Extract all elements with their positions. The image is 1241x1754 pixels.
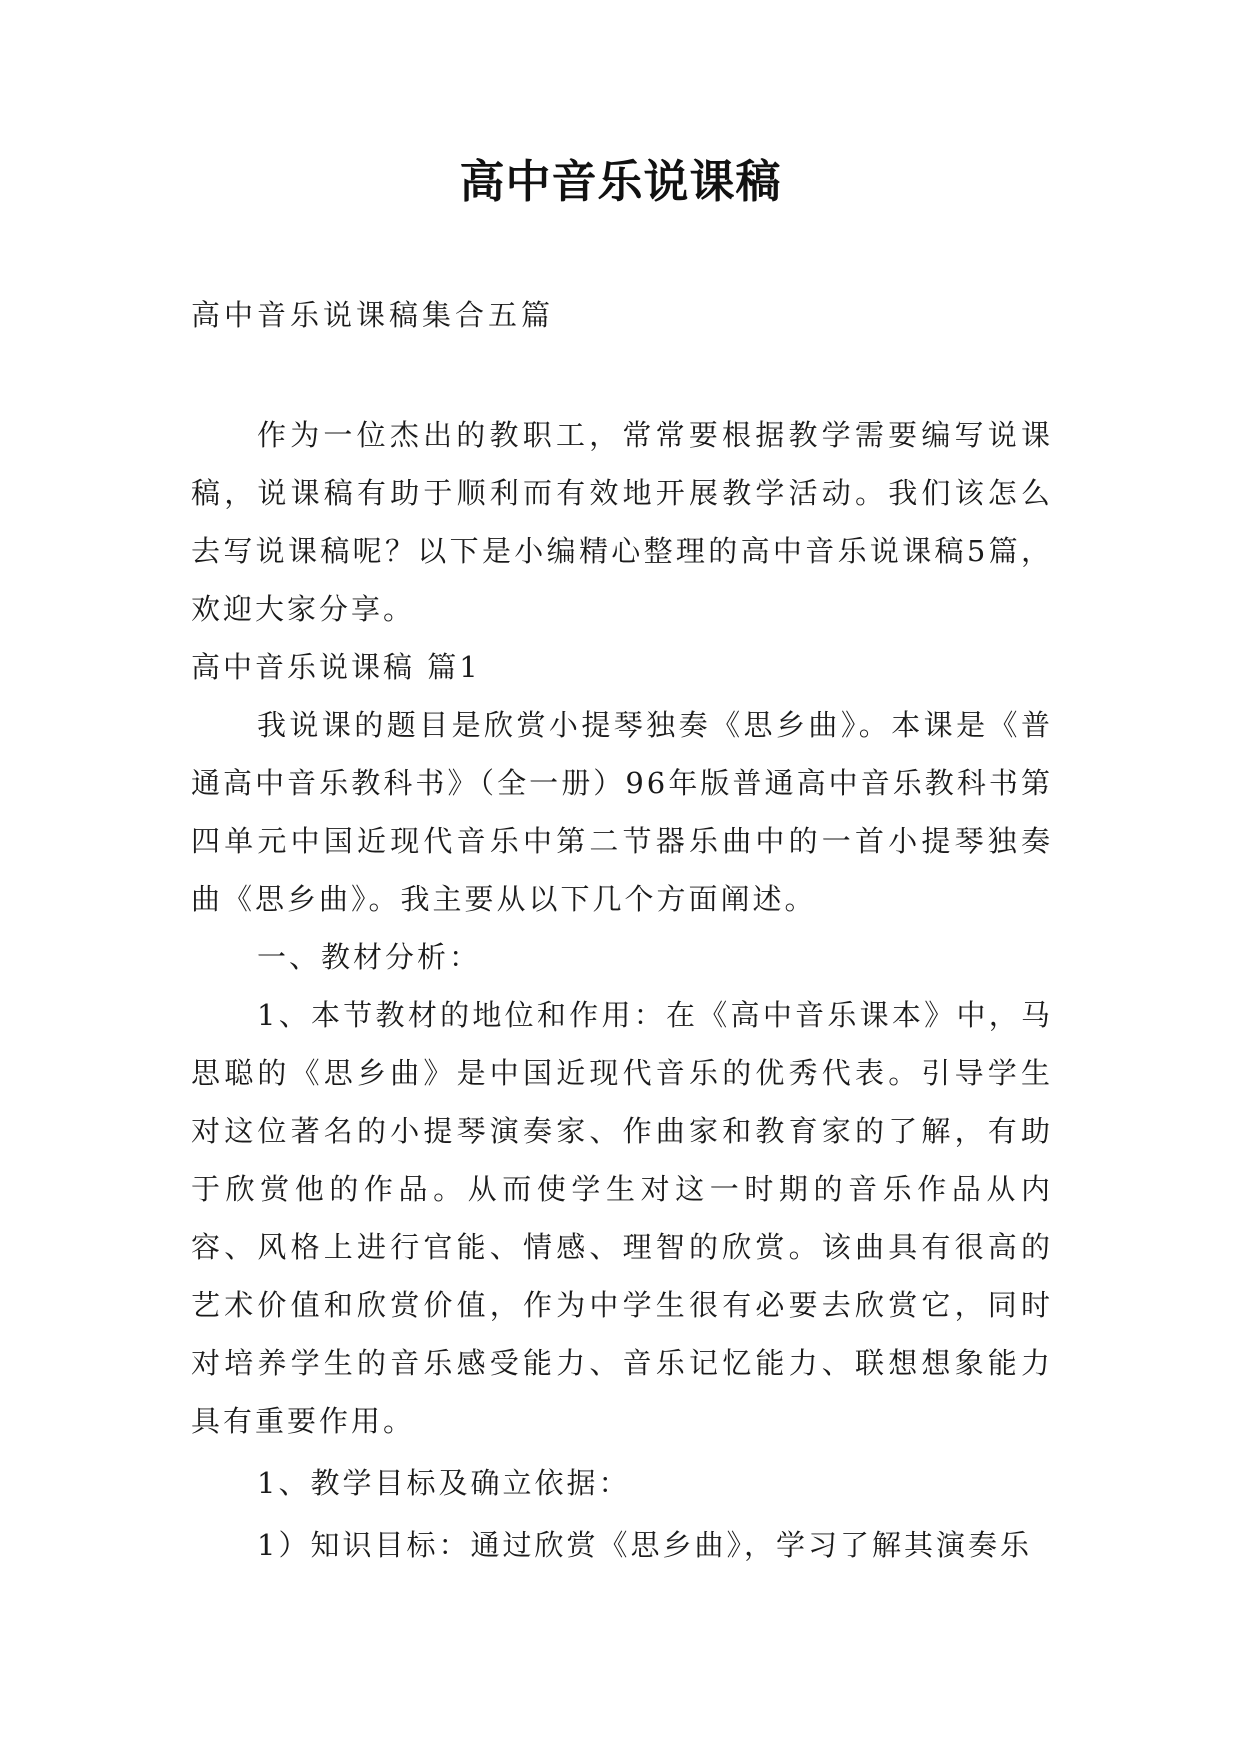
section-heading: 高中音乐说课稿 篇1 (191, 650, 481, 684)
body-paragraph: 我说课的题目是欣赏小提琴独奏《思乡曲》。本课是《普通高中音乐教科书》（全一册）96年版普通高中音乐教科书第四单元中国近现代音乐中第二节器乐曲中的一首小提琴独奏曲《思乡曲》。我主要从以下几个方面阐述。 (191, 708, 1053, 916)
document-body (191, 406, 1053, 1574)
body-paragraph: 一、教材分析： (257, 940, 482, 974)
body-paragraph: 1、教学目标及确立依据： (257, 1466, 631, 1500)
document-title: 高中音乐说课稿 (459, 155, 782, 208)
body-paragraph: 1、本节教材的地位和作用：在《高中音乐课本》中，马思聪的《思乡曲》是中国近现代音乐的优秀代表。引导学生对这位著名的小提琴演奏家、作曲家和教育家的了解，有助于欣赏他的作品。从而使学生对这一时期的音乐作品从内容、风格上进行官能、情感、理智的欣赏。该曲具有很高的艺术价值和欣赏价值，作为中学生很有必要去欣赏它，同时对培养学生的音乐感受能力、音乐记忆能力、联想想象能力具有重要作用。 (191, 998, 1053, 1438)
intro-paragraph: 作为一位杰出的教职工，常常要根据教学需要编写说课稿，说课稿有助于顺利而有效地开展教学活动。我们该怎么去写说课稿呢？以下是小编精心整理的高中音乐说课稿5篇，欢迎大家分享。 (191, 418, 1053, 626)
body-paragraph: 1）知识目标：通过欣赏《思乡曲》，学习了解其演奏乐 (257, 1528, 1032, 1562)
document-subtitle: 高中音乐说课稿集合五篇 (191, 298, 555, 332)
